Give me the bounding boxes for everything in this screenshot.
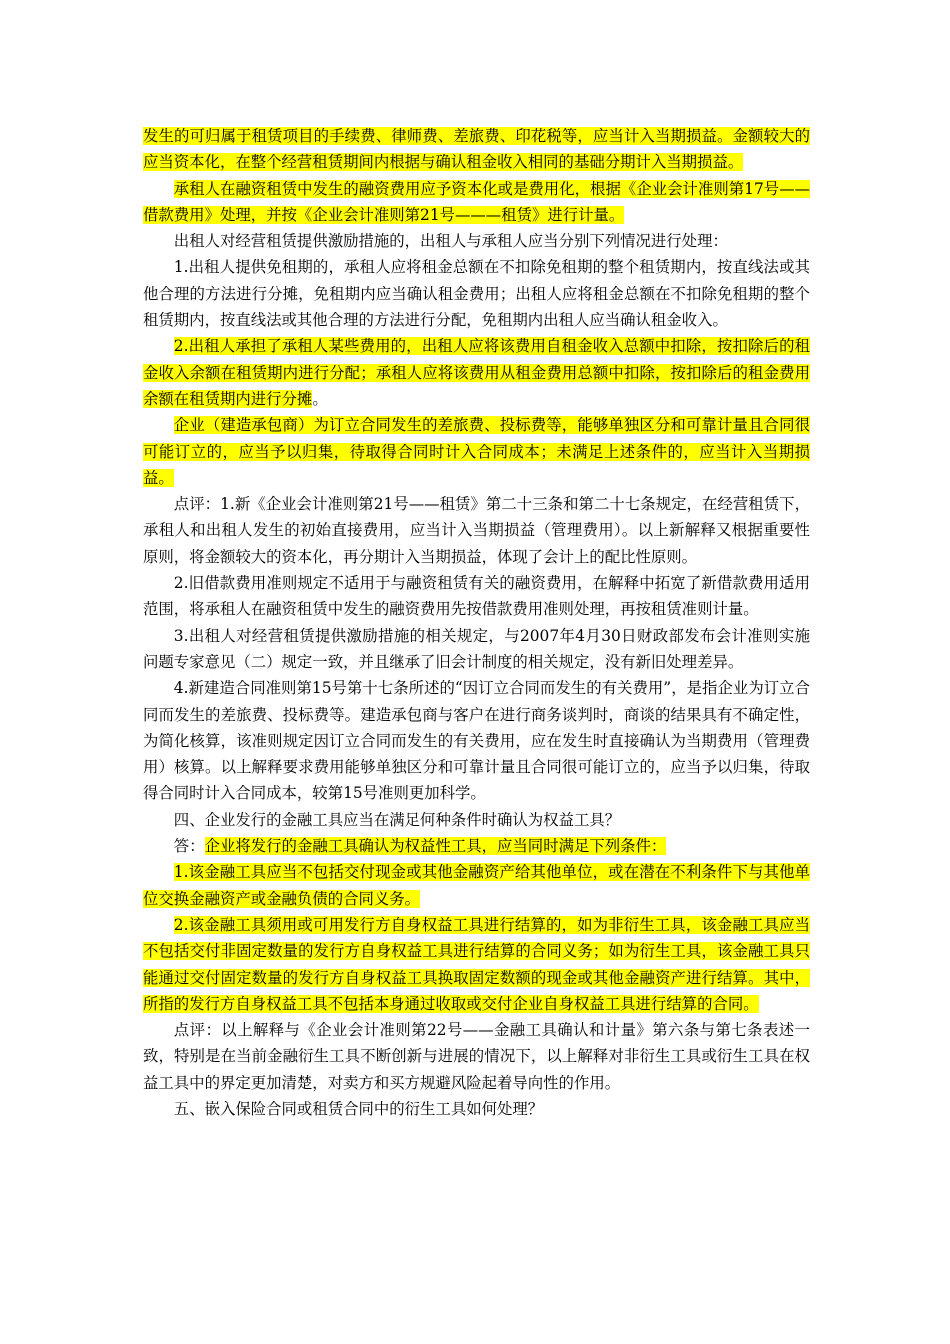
- highlighted-text: 承租人在融资租赁中发生的融资费用应予资本化或是费用化，根据《企业会计准则第17号——借款费用》处理，并按《企业会计准则第21号———租赁》进行计量。: [143, 179, 810, 224]
- body-text: 点评：1.新《企业会计准则第21号——租赁》第二十三条和第二十七条规定，在经营租赁下，承租人和出租人发生的初始直接费用，应当计入当期损益（管理费用）。以上新解释又根据重要性原则，将金额较大的资本化，再分期计入当期损益，体现了会计上的配比性原则。: [143, 495, 810, 566]
- body-text: 1.出租人提供免租期的，承租人应将租金总额在不扣除免租期的整个租赁期内，按直线法或其他合理的方法进行分摊，免租期内应当确认租金费用；出租人应将租金总额在不扣除免租期的整个租赁期内，按直线法或其他合理的方法进行分配，免租期内出租人应当确认租金收入。: [143, 258, 810, 330]
- paragraph-8: [143, 570, 810, 623]
- heading-text: 五、嵌入保险合同或租赁合同中的衍生工具如何处理？: [173, 1099, 544, 1118]
- paragraph-6: [143, 412, 810, 491]
- paragraph-5: [143, 333, 810, 412]
- section-heading-4: [143, 807, 810, 833]
- body-text: 出租人对经营租赁提供激励措施的，出租人与承租人应当分别下列情况进行处理：: [173, 232, 728, 251]
- highlighted-text: 2.出租人承担了承租人某些费用的，出租人应将该费用自租金收入总额中扣除，按扣除后的租金收入余额在租赁期内进行分配；承租人应将该费用从租金费用总额中扣除，按扣除后的租金费用余额在租赁期内进行分摊: [143, 337, 810, 408]
- paragraph-3: [143, 228, 810, 254]
- highlighted-text: 企业将发行的金融工具确认为权益性工具，应当同时满足下列条件：: [204, 837, 667, 856]
- body-text: 。: [312, 389, 328, 408]
- paragraph-1: [143, 123, 810, 176]
- highlighted-text: 发生的可归属于租赁项目的手续费、律师费、差旅费、印花税等，应当计入当期损益。金额较大的应当资本化，在整个经营租赁期间内根据与确认租金收入相同的基础分期计入当期损益。: [143, 127, 810, 172]
- heading-text: 四、企业发行的金融工具应当在满足何种条件时确认为权益工具？: [173, 810, 621, 829]
- section-heading-5: [143, 1096, 810, 1122]
- paragraph-12: [143, 833, 810, 859]
- body-text: 答：: [173, 837, 205, 856]
- paragraph-13: [143, 859, 810, 912]
- body-text: 4.新建造合同准则第15号第十七条所述的“因订立合同而发生的有关费用”，是指企业为订立合同而发生的差旅费、投标费等。建造承包商与客户在进行商务谈判时，商谈的结果具有不确定性，为简化核算，该准则规定因订立合同而发生的有关费用，应在发生时直接确认为当期费用（管理费用）核算。以上解释要求费用能够单独区分和可靠计量且合同很可能订立的，应当予以归集，待取得合同时计入合同成本，较第15号准则更加科学。: [143, 679, 810, 803]
- body-text: 点评：以上解释与《企业会计准则第22号——金融工具确认和计量》第六条与第七条表述一致，特别是在当前金融衍生工具不断创新与进展的情况下，以上解释对非衍生工具或衍生工具在权益工具中的界定更加清楚，对卖方和买方规避风险起着导向性的作用。: [143, 1021, 810, 1092]
- highlighted-text: 2.该金融工具须用或可用发行方自身权益工具进行结算的，如为非衍生工具，该金融工具应当不包括交付非固定数量的发行方自身权益工具进行结算的合同义务；如为衍生工具，该金融工具只能通过交付固定数量的发行方自身权益工具换取固定数额的现金或其他金融资产进行结算。其中，所指的发行方自身权益工具不包括本身通过收取或交付企业自身权益工具进行结算的合同。: [143, 915, 810, 1013]
- paragraph-15: [143, 1017, 810, 1096]
- body-text: 3.出租人对经营租赁提供激励措施的相关规定，与2007年4月30日财政部发布会计准则实施问题专家意见（二）规定一致，并且继承了旧会计制度的相关规定，没有新旧处理差异。: [143, 626, 810, 671]
- highlighted-text: 企业（建造承包商）为订立合同发生的差旅费、投标费等，能够单独区分和可靠计量且合同很可能订立的，应当予以归集，待取得合同时计入合同成本；未满足上述条件的，应当计入当期损益。: [143, 416, 810, 487]
- body-text: 2.旧借款费用准则规定不适用于与融资租赁有关的融资费用，在解释中拓宽了新借款费用适用范围，将承租人在融资租赁中发生的融资费用先按借款费用准则处理，再按租赁准则计量。: [143, 574, 810, 619]
- paragraph-10: [143, 675, 810, 806]
- highlighted-text: 1.该金融工具应当不包括交付现金或其他金融资产给其他单位，或在潜在不利条件下与其他单位交换金融资产或金融负债的合同义务。: [143, 863, 810, 908]
- document-page: [143, 123, 810, 1122]
- paragraph-9: [143, 623, 810, 676]
- paragraph-14: [143, 912, 810, 1017]
- paragraph-2: [143, 176, 810, 229]
- paragraph-7: [143, 491, 810, 570]
- paragraph-4: [143, 254, 810, 333]
